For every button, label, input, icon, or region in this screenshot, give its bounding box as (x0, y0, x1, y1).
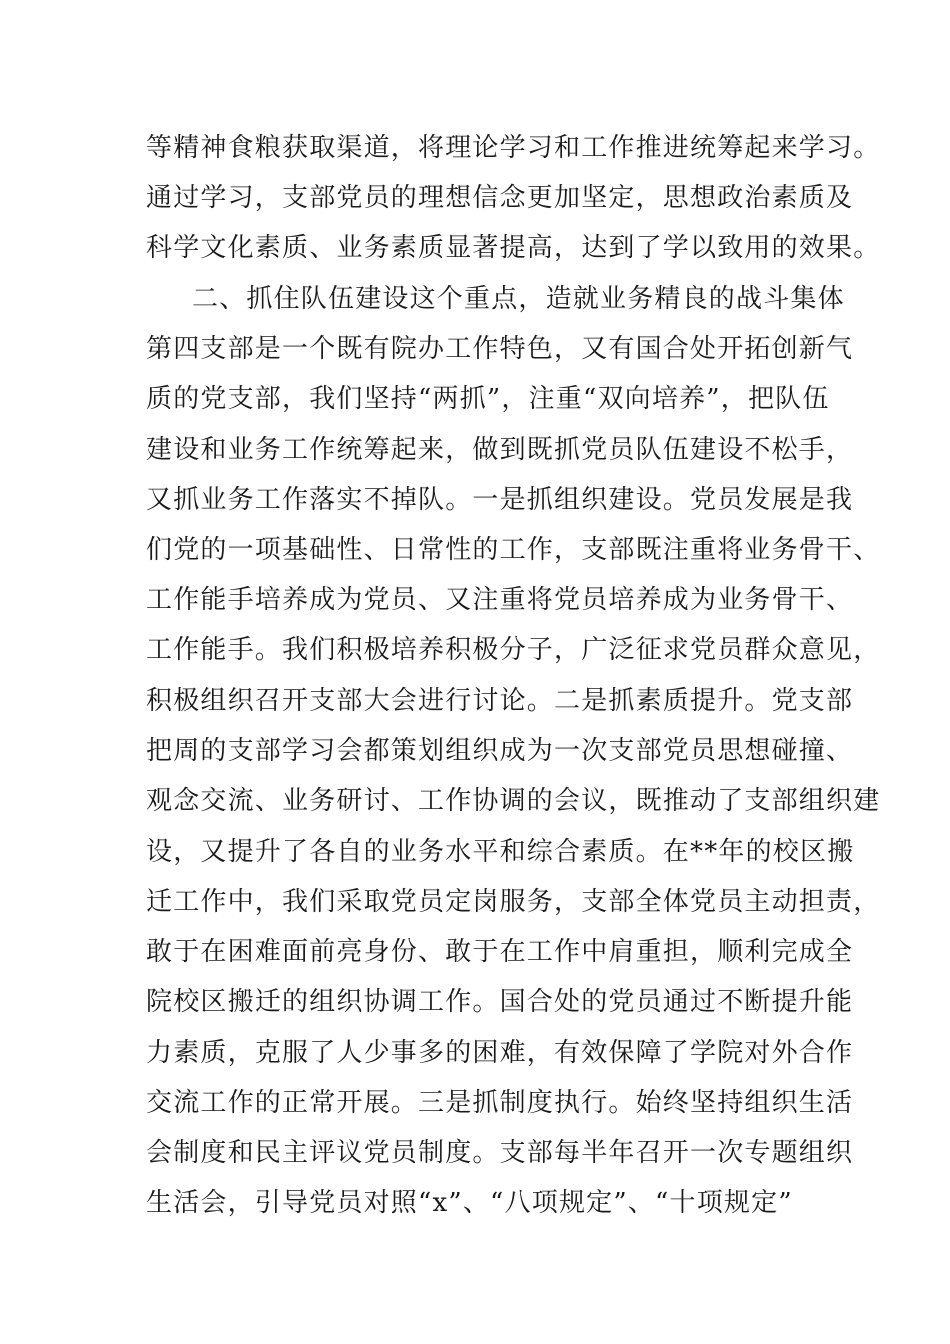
body-line-2: 通过学习，支部党员的理想信念更加坚定，思想政治素质及 (146, 183, 854, 213)
body-line-19: 力素质，克服了人少事多的困难，有效保障了学院对外合作 (146, 1038, 854, 1068)
body-line-11: 工作能手。我们积极培养积极分子，广泛征求党员群众意见， (146, 635, 881, 665)
body-line-21: 会制度和民主评议党员制度。支部每半年召开一次专题组织 (146, 1138, 854, 1168)
body-line-3: 科学文化素质、业务素质显著提高，达到了学以致用的效果。 (146, 233, 881, 263)
body-line-10: 工作能手培养成为党员、又注重将党员培养成为业务骨干、 (146, 585, 854, 615)
body-line-9: 们党的一项基础性、日常性的工作，支部既注重将业务骨干、 (146, 535, 881, 565)
body-line-1: 等精神食粮获取渠道，将理论学习和工作推进统筹起来学习。 (146, 133, 881, 163)
body-line-7: 建设和业务工作统筹起来，做到既抓党员队伍建设不松手， (146, 435, 854, 465)
section-heading: 二、抓住队伍建设这个重点，造就业务精良的战斗集体 (192, 284, 845, 314)
body-line-15: 设，又提升了各自的业务水平和综合素质。在**年的校区搬 (146, 837, 855, 867)
body-line-8: 又抓业务工作落实不掉队。一是抓组织建设。党员发展是我 (146, 485, 854, 515)
body-line-22: 生活会，引导党员对照“x”、“八项规定”、“十项规定” (146, 1188, 793, 1218)
body-line-16: 迁工作中，我们采取党员定岗服务，支部全体党员主动担责， (146, 887, 881, 917)
body-line-17: 敢于在困难面前亮身份、敢于在工作中肩重担，顺利完成全 (146, 937, 854, 967)
body-line-13: 把周的支部学习会都策划组织成为一次支部党员思想碰撞、 (146, 736, 854, 766)
body-line-12: 积极组织召开支部大会进行讨论。二是抓素质提升。党支部 (146, 686, 854, 716)
body-line-20: 交流工作的正常开展。三是抓制度执行。始终坚持组织生活 (146, 1088, 854, 1118)
body-line-14: 观念交流、业务研讨、工作协调的会议，既推动了支部组织建 (146, 786, 881, 816)
body-line-6: 质的党支部，我们坚持“两抓”，注重“双向培养”，把队伍 (146, 384, 830, 414)
body-line-5: 第四支部是一个既有院办工作特色，又有国合处开拓创新气 (146, 334, 854, 364)
body-line-18: 院校区搬迁的组织协调工作。国合处的党员通过不断提升能 (146, 987, 854, 1017)
